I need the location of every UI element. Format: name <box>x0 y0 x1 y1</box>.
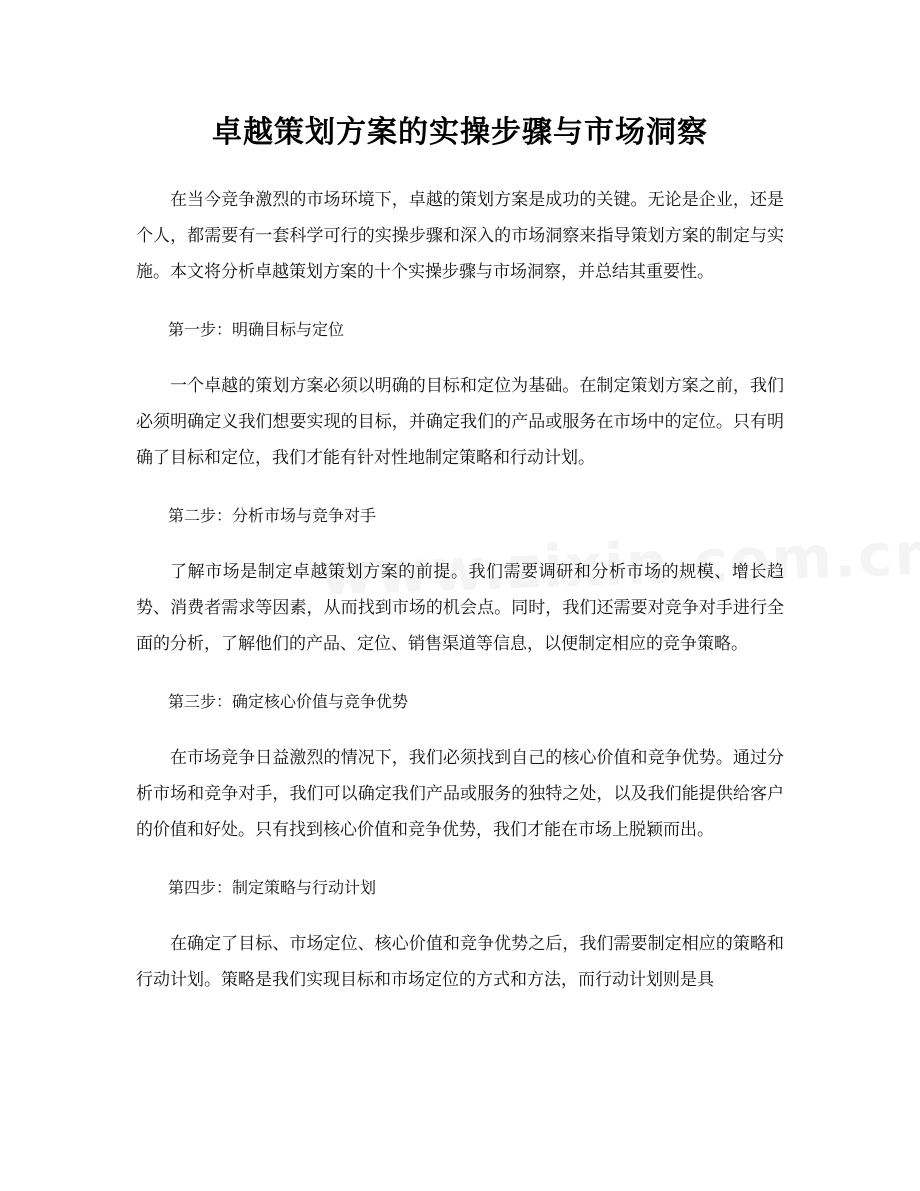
document-body <box>136 182 784 998</box>
step-2-heading: 第二步：分析市场与竞争对手 <box>168 506 377 525</box>
step-3-paragraph: 在市场竞争日益激烈的情况下，我们必须找到自己的核心价值和竞争优势。通过分析市场和竞争对手，我们可以确定我们产品或服务的独特之处，以及我们能提供给客户的价值和好处。只有找到核心价值和竞争优势，我们才能在市场上脱颖而出。 <box>136 748 784 840</box>
document-title: 卓越策划方案的实操步骤与市场洞察 <box>212 115 708 150</box>
step-1-heading: 第一步：明确目标与定位 <box>168 320 345 339</box>
step-4-paragraph: 在确定了目标、市场定位、核心价值和竞争优势之后，我们需要制定相应的策略和行动计划。策略是我们实现目标和市场定位的方式和方法，而行动计划则是具 <box>136 934 784 990</box>
step-1-paragraph: 一个卓越的策划方案必须以明确的目标和定位为基础。在制定策划方案之前，我们必须明确定义我们想要实现的目标，并确定我们的产品或服务在市场中的定位。只有明确了目标和定位，我们才能有针对性地制定策略和行动计划。 <box>136 376 784 468</box>
intro-paragraph: 在当今竞争激烈的市场环境下，卓越的策划方案是成功的关键。无论是企业，还是个人，都需要有一套科学可行的实操步骤和深入的市场洞察来指导策划方案的制定与实施。本文将分析卓越策划方案的十个实操步骤与市场洞察，并总结其重要性。 <box>136 190 784 282</box>
step-3-heading: 第三步：确定核心价值与竞争优势 <box>168 692 409 711</box>
step-4-heading: 第四步：制定策略与行动计划 <box>168 878 377 897</box>
step-2-paragraph: 了解市场是制定卓越策划方案的前提。我们需要调研和分析市场的规模、增长趋势、消费者需求等因素，从而找到市场的机会点。同时，我们还需要对竞争对手进行全面的分析，了解他们的产品、定位、销售渠道等信息，以便制定相应的竞争策略。 <box>136 562 784 654</box>
